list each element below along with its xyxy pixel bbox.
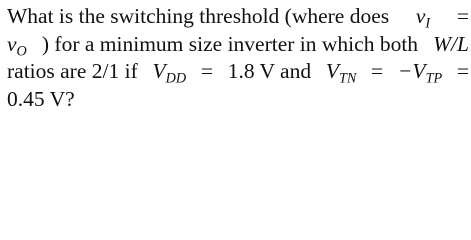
vdd-value: 1.8 V and xyxy=(227,59,312,83)
line3-equals-3: = xyxy=(456,59,469,83)
line3-text1: ratios are 2/1 if xyxy=(7,59,138,83)
threshold-value: 0.45 V? xyxy=(7,86,75,111)
problem-statement xyxy=(7,3,469,113)
line3-equals-1: = xyxy=(200,59,213,83)
line1-lead-text: What is the switching threshold (where does xyxy=(7,4,390,28)
problem-line-4 xyxy=(7,86,469,114)
problem-line-3 xyxy=(7,58,469,86)
wl-ratio-symbol: W/L xyxy=(433,31,469,56)
line1-equals: = xyxy=(456,4,469,28)
line3-equals-2: = xyxy=(371,59,384,83)
line2-text: ) for a minimum size inverter in which both xyxy=(41,31,419,56)
vtn-symbol: $V_{TN}$ xyxy=(325,59,357,87)
vi-symbol: $v_I$ xyxy=(415,4,431,32)
neg-vtp-symbol: $-V_{TP}$ xyxy=(397,59,443,87)
vdd-symbol: $V_{DD}$ xyxy=(152,59,187,87)
problem-line-2 xyxy=(7,31,469,59)
vo-symbol: $v_O$ xyxy=(7,31,27,59)
problem-line-1 xyxy=(7,3,469,31)
